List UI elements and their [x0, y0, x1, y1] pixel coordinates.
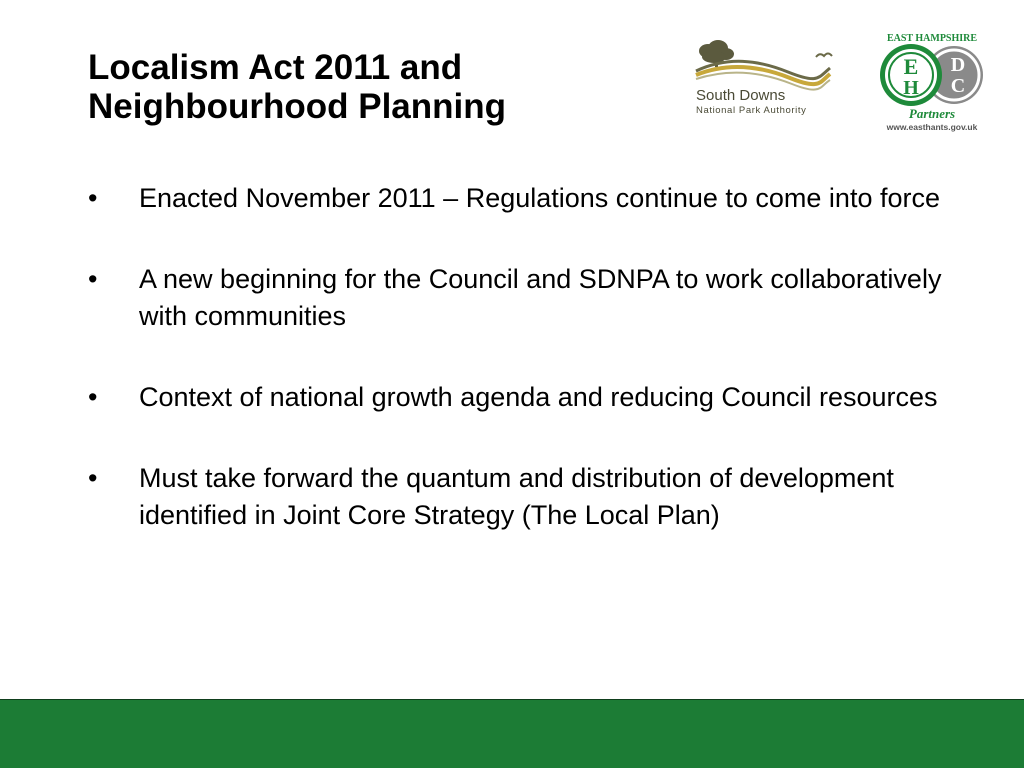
bullet-marker: •	[88, 183, 98, 213]
sdnpa-name-line-1: South Downs	[696, 87, 786, 104]
south-downs-logo	[688, 38, 838, 122]
ehdc-url-text: www.easthants.gov.uk	[886, 122, 978, 132]
slide-title	[88, 48, 506, 126]
ehdc-letter-e: E	[903, 54, 919, 79]
ehdc-letter-d: D	[950, 54, 966, 76]
bullet-text: Must take forward the quantum and distribution of development identified in Joint Core Strategy (The Local Plan)	[139, 463, 894, 530]
slide-title-line-2: Neighbourhood Planning	[88, 87, 507, 126]
ehdc-letter-c: C	[950, 75, 966, 97]
east-hampshire-logo	[874, 30, 990, 134]
bullet-text: A new beginning for the Council and SDNPA to work collaboratively with communities	[139, 264, 942, 331]
footer-bar	[0, 699, 1024, 768]
ehdc-letter-h: H	[903, 77, 919, 99]
bullet-marker: •	[88, 463, 98, 493]
bullet-item	[88, 460, 958, 534]
ehdc-partners-text: Partners	[908, 106, 956, 121]
slide-title-line-1: Localism Act 2011 and	[88, 48, 463, 87]
ehdc-top-text: EAST HAMPSHIRE	[886, 33, 978, 44]
sdnpa-name-line-2: National Park Authority	[696, 105, 807, 116]
bullet-item	[88, 180, 958, 217]
bullet-marker: •	[88, 382, 98, 412]
bird-icon	[816, 54, 832, 58]
bullet-list	[88, 180, 958, 578]
bullet-text: Enacted November 2011 – Regulations continue to come into force	[139, 183, 940, 213]
bullet-text: Context of national growth agenda and reducing Council resources	[139, 382, 938, 412]
bullet-marker: •	[88, 264, 98, 294]
bullet-item	[88, 261, 958, 335]
bullet-item	[88, 379, 958, 416]
